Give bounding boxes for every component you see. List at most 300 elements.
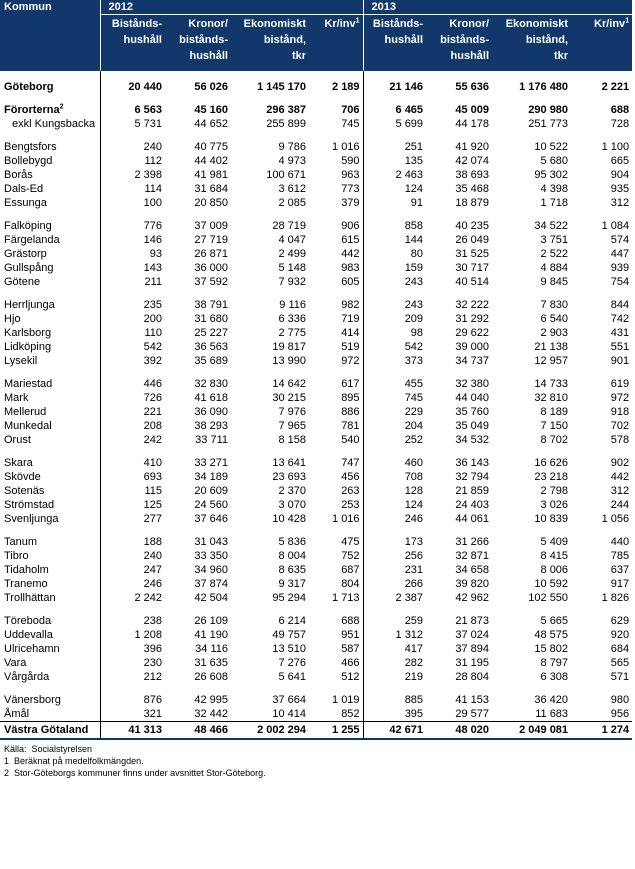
- table-row: [0, 405, 632, 419]
- value-cell: 708: [363, 470, 426, 484]
- spacer-cell: [571, 447, 632, 456]
- value-cell: 115: [100, 484, 165, 498]
- municipality-name: [0, 261, 100, 275]
- value-cell: 2 522: [540, 248, 569, 260]
- spacer-cell: [165, 71, 231, 80]
- value-cell: 21 138: [534, 341, 569, 353]
- value-cell: 2 085: [278, 197, 306, 209]
- value-cell: 1 016: [332, 513, 360, 525]
- value-cell: 16 626: [534, 457, 569, 469]
- municipality-label: Strömstad: [4, 499, 55, 511]
- value-cell: 7 976: [278, 406, 306, 418]
- value-cell: 256: [363, 549, 426, 563]
- municipality-label: Lidköping: [4, 341, 52, 353]
- municipality-label: Vårgårda: [4, 671, 50, 683]
- value-cell: 42 504: [194, 592, 228, 604]
- value-cell: 247: [100, 563, 165, 577]
- value-cell: 31 684: [194, 183, 228, 195]
- municipality-label: Tibro: [4, 550, 29, 562]
- value-cell: 939: [610, 262, 630, 274]
- value-cell: 221: [100, 405, 165, 419]
- value-cell: 31 680: [194, 313, 228, 325]
- value-cell: 379: [341, 197, 360, 209]
- municipality-name: [0, 80, 100, 94]
- value-cell: 2 387: [363, 591, 426, 605]
- value-cell: 48 020: [426, 722, 492, 740]
- spacer-cell: [165, 289, 231, 298]
- value-cell: 312: [610, 485, 630, 497]
- value-cell: 1 176 480: [519, 81, 569, 93]
- value-cell: 252: [363, 433, 426, 447]
- spacer-cell: [363, 526, 426, 535]
- municipality-name: [0, 456, 100, 470]
- value-cell: 542: [363, 340, 426, 354]
- column-header-label: Kr/inv: [594, 18, 626, 30]
- value-cell: 253: [341, 499, 360, 511]
- value-cell: 28 719: [272, 220, 306, 232]
- table-row: [0, 670, 632, 684]
- spacer-cell: [571, 526, 632, 535]
- spacer-cell: [165, 526, 231, 535]
- spacer-cell: [231, 131, 309, 140]
- value-cell: 100 671: [266, 169, 306, 181]
- value-cell: 32 830: [194, 378, 228, 390]
- municipality-label: Borås: [4, 169, 33, 181]
- value-cell: 719: [341, 313, 360, 325]
- column-header-label: Kr/inv: [324, 18, 356, 30]
- municipality-label: Mellerud: [4, 406, 47, 418]
- value-cell: 259: [363, 614, 426, 628]
- value-cell: 920: [610, 629, 630, 641]
- spacer-cell: [0, 71, 100, 80]
- municipality-label: Västra Götaland: [4, 724, 89, 736]
- value-cell: 693: [100, 470, 165, 484]
- value-cell: 442: [341, 248, 360, 260]
- municipality-name: [0, 498, 100, 512]
- spacer-cell: [100, 71, 165, 80]
- value-cell: 34 658: [455, 564, 490, 576]
- value-cell: 5 665: [540, 615, 569, 627]
- value-cell: 906: [341, 220, 360, 232]
- column-header: [363, 15, 426, 72]
- value-cell: 587: [341, 643, 360, 655]
- value-cell: 144: [363, 233, 426, 247]
- value-cell: 7 276: [278, 657, 306, 669]
- value-cell: 688: [610, 104, 630, 116]
- value-cell: 26 109: [194, 615, 228, 627]
- value-cell: 35 689: [194, 355, 228, 367]
- value-cell: 28 804: [455, 671, 490, 683]
- value-cell: 242: [100, 433, 165, 447]
- value-cell: 173: [363, 535, 426, 549]
- value-cell: 48 575: [534, 629, 569, 641]
- spacer-cell: [426, 131, 492, 140]
- municipality-label: Gullspång: [4, 262, 54, 274]
- value-cell: 13 510: [272, 643, 306, 655]
- spacer-row: [0, 605, 632, 614]
- value-cell: 8 006: [540, 564, 569, 576]
- value-cell: 4 973: [278, 155, 306, 167]
- value-cell: 32 871: [455, 550, 490, 562]
- value-cell: 752: [341, 550, 360, 562]
- value-cell: 8 702: [540, 434, 569, 446]
- spacer-row: [0, 684, 632, 693]
- value-cell: 80: [363, 247, 426, 261]
- value-cell: 114: [100, 182, 165, 196]
- value-cell: 5 148: [278, 262, 306, 274]
- spacer-cell: [309, 94, 363, 103]
- value-cell: 20 440: [100, 80, 165, 94]
- spacer-cell: [231, 684, 309, 693]
- value-cell: 18 879: [455, 197, 490, 209]
- value-cell: 31 292: [455, 313, 490, 325]
- value-cell: 39 000: [455, 341, 490, 353]
- spacer-row: [0, 71, 632, 80]
- value-cell: 32 794: [455, 471, 490, 483]
- value-cell: 876: [100, 693, 165, 707]
- value-cell: 35 760: [455, 406, 490, 418]
- municipality-name: [0, 549, 100, 563]
- value-cell: 1 713: [332, 592, 360, 604]
- value-cell: 27 719: [194, 234, 228, 246]
- spacer-cell: [571, 368, 632, 377]
- spacer-cell: [426, 210, 492, 219]
- value-cell: 665: [610, 155, 630, 167]
- table-body: [0, 71, 632, 739]
- municipality-name: [0, 722, 100, 740]
- value-cell: 1 016: [332, 141, 360, 153]
- value-cell: 1 826: [601, 592, 630, 604]
- value-cell: 44 402: [194, 155, 228, 167]
- value-cell: 95 294: [272, 592, 306, 604]
- spacer-cell: [231, 289, 309, 298]
- value-cell: 36 143: [455, 457, 490, 469]
- value-cell: 5 731: [100, 117, 165, 131]
- value-cell: 34 737: [455, 355, 490, 367]
- year-2013-header: 2013: [363, 0, 632, 15]
- value-cell: 200: [100, 312, 165, 326]
- value-cell: 37 024: [455, 629, 490, 641]
- table-row: [0, 433, 632, 447]
- value-cell: 42 962: [455, 592, 490, 604]
- table-row: [0, 628, 632, 642]
- value-cell: 100: [100, 196, 165, 210]
- value-cell: 38 693: [455, 169, 490, 181]
- value-cell: 475: [341, 536, 360, 548]
- value-cell: 112: [100, 154, 165, 168]
- spacer-row: [0, 94, 632, 103]
- spacer-cell: [309, 210, 363, 219]
- spacer-cell: [363, 94, 426, 103]
- value-cell: 246: [363, 512, 426, 526]
- column-header: [100, 15, 165, 72]
- value-cell: 956: [610, 708, 630, 720]
- value-cell: 776: [100, 219, 165, 233]
- value-cell: 14 642: [272, 378, 306, 390]
- value-cell: 2 903: [540, 327, 569, 339]
- value-cell: 26 871: [194, 248, 228, 260]
- table-row: [0, 512, 632, 526]
- column-header-label: Ekonomiskt bistånd, tkr: [505, 18, 569, 62]
- value-cell: 21 859: [455, 485, 490, 497]
- value-cell: 617: [341, 378, 360, 390]
- value-cell: 615: [341, 234, 360, 246]
- value-cell: 456: [341, 471, 360, 483]
- spacer-cell: [231, 605, 309, 614]
- value-cell: 980: [610, 694, 630, 706]
- value-cell: 781: [341, 420, 360, 432]
- column-header: [165, 15, 231, 72]
- municipality-name: [0, 275, 100, 289]
- table-row: [0, 707, 632, 722]
- value-cell: 55 636: [455, 81, 490, 93]
- value-cell: 41 920: [455, 141, 490, 153]
- value-cell: 40 775: [194, 141, 228, 153]
- spacer-cell: [165, 210, 231, 219]
- value-cell: 5 641: [278, 671, 306, 683]
- value-cell: 972: [341, 355, 360, 367]
- municipality-label: Bollebygd: [4, 155, 53, 167]
- value-cell: 29 622: [455, 327, 490, 339]
- value-cell: 742: [610, 313, 630, 325]
- table-row: [0, 549, 632, 563]
- value-cell: 2 370: [278, 485, 306, 497]
- value-cell: 42 074: [455, 155, 490, 167]
- municipality-label: Hjo: [4, 313, 21, 325]
- value-cell: 6 465: [363, 103, 426, 117]
- spacer-cell: [0, 368, 100, 377]
- value-cell: 460: [363, 456, 426, 470]
- value-cell: 244: [610, 499, 630, 511]
- column-header-label: Bistånds- hushåll: [111, 18, 162, 46]
- value-cell: 9 116: [279, 299, 306, 311]
- table-row: [0, 182, 632, 196]
- value-cell: 255 899: [266, 118, 306, 130]
- spacer-cell: [309, 131, 363, 140]
- value-cell: 3 026: [540, 499, 569, 511]
- value-cell: 44 040: [455, 392, 490, 404]
- spacer-row: [0, 131, 632, 140]
- municipality-label: Karlsborg: [4, 327, 52, 339]
- value-cell: 10 839: [534, 513, 569, 525]
- value-cell: 32 380: [455, 378, 490, 390]
- spacer-row: [0, 210, 632, 219]
- table-row: [0, 391, 632, 405]
- municipality-label: Mark: [4, 392, 29, 404]
- value-cell: 38 791: [194, 299, 228, 311]
- value-cell: 296 387: [266, 104, 306, 116]
- value-cell: 6 563: [100, 103, 165, 117]
- municipality-name: [0, 405, 100, 419]
- spacer-cell: [309, 71, 363, 80]
- spacer-cell: [426, 71, 492, 80]
- municipality-label: Färgelanda: [4, 234, 60, 246]
- spacer-cell: [492, 605, 571, 614]
- spacer-cell: [426, 684, 492, 693]
- table-row: [0, 591, 632, 605]
- value-cell: 30 717: [455, 262, 490, 274]
- spacer-cell: [100, 210, 165, 219]
- column-header-label: Bistånds- hushåll: [372, 18, 424, 46]
- table-row: [0, 261, 632, 275]
- municipality-name: [0, 219, 100, 233]
- value-cell: 37 646: [194, 513, 228, 525]
- municipality-label: Töreboda: [4, 615, 52, 627]
- value-cell: 6 540: [540, 313, 569, 325]
- value-cell: 40 514: [455, 276, 490, 288]
- spacer-cell: [165, 368, 231, 377]
- spacer-cell: [492, 210, 571, 219]
- value-cell: 1 100: [601, 141, 630, 153]
- table-row: [0, 577, 632, 591]
- value-cell: 41 153: [455, 694, 490, 706]
- footnotes: [0, 743, 635, 779]
- spacer-cell: [165, 447, 231, 456]
- value-cell: 578: [610, 434, 630, 446]
- value-cell: 542: [100, 340, 165, 354]
- value-cell: 14 733: [534, 378, 569, 390]
- value-cell: 7 965: [278, 420, 306, 432]
- value-cell: 858: [363, 219, 426, 233]
- municipality-label: Lysekil: [4, 355, 38, 367]
- value-cell: 6 336: [278, 313, 306, 325]
- value-cell: 745: [363, 391, 426, 405]
- municipality-name: [0, 642, 100, 656]
- spacer-cell: [363, 368, 426, 377]
- spacer-cell: [492, 289, 571, 298]
- value-cell: 852: [341, 708, 360, 720]
- table-row: [0, 377, 632, 391]
- value-cell: 5 699: [363, 117, 426, 131]
- value-cell: 230: [100, 656, 165, 670]
- spacer-cell: [492, 368, 571, 377]
- spacer-cell: [165, 131, 231, 140]
- municipality-name: [0, 326, 100, 340]
- spacer-cell: [426, 605, 492, 614]
- municipality-label: Essunga: [4, 197, 47, 209]
- value-cell: 684: [610, 643, 630, 655]
- spacer-cell: [231, 210, 309, 219]
- value-cell: 20 850: [194, 197, 228, 209]
- value-cell: 590: [341, 155, 360, 167]
- value-cell: 574: [610, 234, 630, 246]
- value-cell: 41 618: [194, 392, 228, 404]
- value-cell: 39 820: [455, 578, 490, 590]
- value-cell: 321: [100, 707, 165, 722]
- value-cell: 31 266: [455, 536, 490, 548]
- value-cell: 728: [610, 118, 630, 130]
- value-cell: 33 350: [194, 550, 228, 562]
- footnote-marker: 1: [355, 17, 360, 25]
- value-cell: 902: [610, 457, 630, 469]
- table-row: [0, 80, 632, 94]
- footnote-marker: 2: [59, 103, 64, 111]
- value-cell: 26 049: [455, 234, 490, 246]
- value-cell: 15 802: [534, 643, 569, 655]
- value-cell: 32 222: [455, 299, 490, 311]
- value-cell: 33 711: [195, 434, 228, 446]
- value-cell: 2 398: [100, 168, 165, 182]
- value-cell: 804: [341, 578, 360, 590]
- table-row: [0, 275, 632, 289]
- value-cell: 571: [610, 671, 630, 683]
- value-cell: 637: [610, 564, 630, 576]
- value-cell: 312: [610, 197, 630, 209]
- value-cell: 21 146: [363, 80, 426, 94]
- value-cell: 219: [363, 670, 426, 684]
- value-cell: 240: [100, 549, 165, 563]
- column-header-label: Ekonomiskt bistånd, tkr: [243, 18, 306, 62]
- value-cell: 31 043: [194, 536, 228, 548]
- footnote-line: 2 Stor-Göteborgs kommuner finns under avsnittet Stor-Göteborg.: [4, 768, 266, 778]
- value-cell: 4 884: [540, 262, 569, 274]
- value-cell: 706: [341, 104, 360, 116]
- spacer-cell: [363, 447, 426, 456]
- value-cell: 1 084: [601, 220, 630, 232]
- spacer-cell: [492, 94, 571, 103]
- municipality-name: [0, 693, 100, 707]
- spacer-cell: [363, 131, 426, 140]
- municipality-label: Uddevalla: [4, 629, 53, 641]
- value-cell: 240: [100, 140, 165, 154]
- value-cell: 41 313: [100, 722, 165, 740]
- value-cell: 37 894: [455, 643, 490, 655]
- value-cell: 2 049 081: [492, 722, 571, 740]
- spacer-cell: [363, 289, 426, 298]
- spacer-cell: [0, 605, 100, 614]
- spacer-cell: [100, 526, 165, 535]
- spacer-cell: [571, 131, 632, 140]
- municipality-name: [0, 470, 100, 484]
- municipality-name: [0, 312, 100, 326]
- value-cell: 36 090: [194, 406, 228, 418]
- value-cell: 146: [100, 233, 165, 247]
- municipality-label: Åmål: [4, 708, 30, 720]
- value-cell: 48 466: [165, 722, 231, 740]
- value-cell: 110: [100, 326, 165, 340]
- spacer-cell: [426, 289, 492, 298]
- spacer-cell: [231, 526, 309, 535]
- footnote-line: 1 Beräknat på medelfolkmängden.: [4, 756, 144, 766]
- value-cell: 688: [341, 615, 360, 627]
- value-cell: 246: [100, 577, 165, 591]
- value-cell: 29 577: [455, 708, 490, 720]
- municipality-name: [0, 377, 100, 391]
- value-cell: 23 693: [272, 471, 306, 483]
- year-2012-header: 2012: [100, 0, 363, 15]
- value-cell: 13 990: [272, 355, 306, 367]
- spacer-cell: [492, 684, 571, 693]
- spacer-cell: [0, 131, 100, 140]
- value-cell: 266: [363, 577, 426, 591]
- value-cell: 619: [610, 378, 630, 390]
- spacer-cell: [0, 94, 100, 103]
- table-row: [0, 312, 632, 326]
- value-cell: 36 420: [534, 694, 569, 706]
- value-cell: 885: [363, 693, 426, 707]
- spacer-cell: [571, 289, 632, 298]
- value-cell: 208: [100, 419, 165, 433]
- municipality-label: Bengtsfors: [4, 141, 57, 153]
- value-cell: 10 414: [272, 708, 306, 720]
- value-cell: 745: [341, 118, 360, 130]
- municipality-label: Tranemo: [4, 578, 48, 590]
- value-cell: 212: [100, 670, 165, 684]
- value-cell: 37 664: [272, 694, 306, 706]
- value-cell: 512: [341, 671, 360, 683]
- municipality-name: [0, 512, 100, 526]
- table-row: [0, 419, 632, 433]
